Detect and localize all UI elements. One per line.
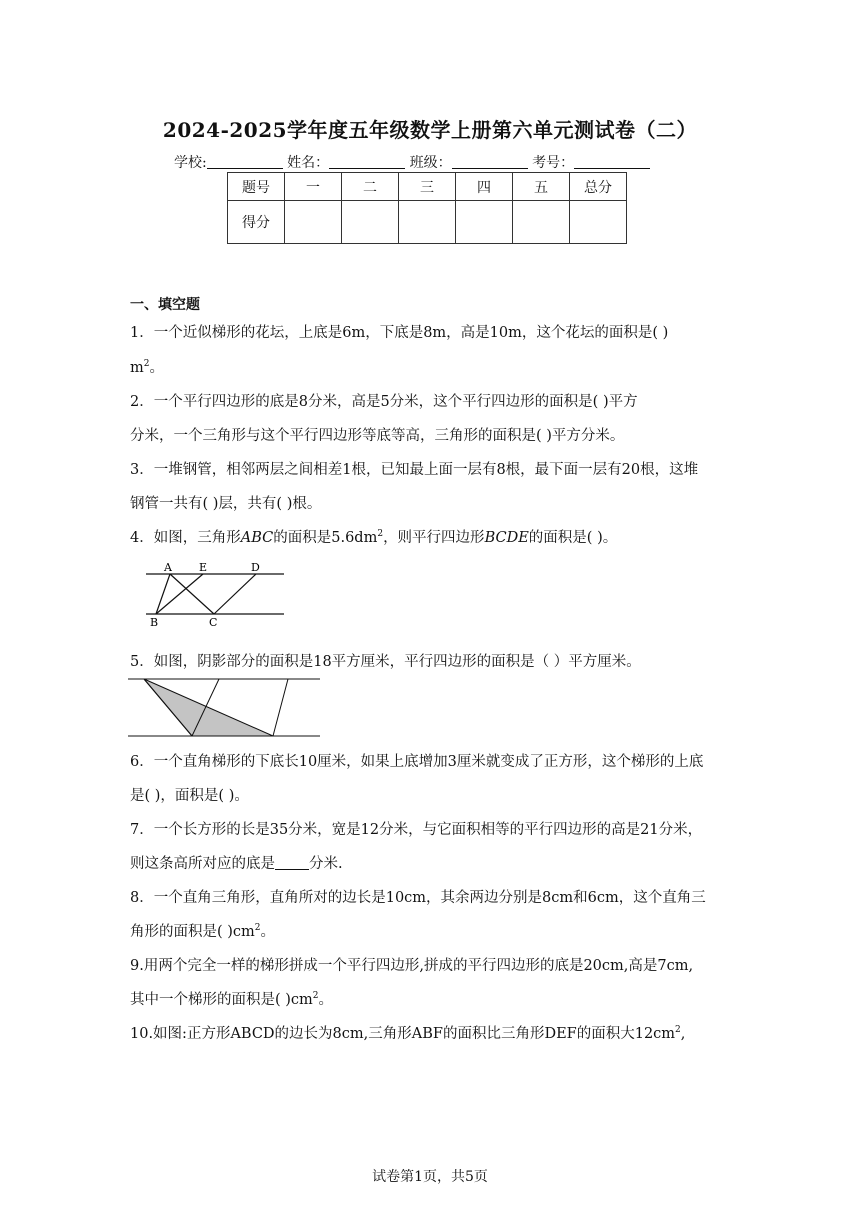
punct: 。	[149, 360, 164, 376]
q4-text: 的面积是( )。	[528, 530, 618, 546]
name-blank[interactable]	[329, 154, 405, 169]
q8-text: 角形的面积是( )cm	[130, 924, 255, 940]
label-a: A	[164, 561, 172, 574]
label-d: D	[251, 561, 260, 574]
school-label: 学校:	[174, 155, 207, 171]
question-2-line-2: 分米，一个三角形与这个平行四边形等底等高，三角形的面积是( )平方分米。	[130, 428, 625, 444]
question-6-line-2: 是( )，面积是( )。	[130, 788, 249, 804]
question-7-line-1: 7．一个长方形的长是35分米，宽是12分米，与它面积相等的平行四边形的高是21分米，	[130, 822, 703, 838]
score-cell[interactable]	[285, 201, 342, 244]
class-blank[interactable]	[452, 154, 528, 169]
class-label: 班级：	[409, 155, 452, 171]
q7-text: 分米.	[309, 856, 343, 872]
score-header-row	[228, 173, 627, 201]
q4-text: ，则平行四边形	[383, 530, 485, 546]
question-9-line-1: 9.用两个完全一样的梯形拼成一个平行四边形,拼成的平行四边形的底是20cm,高是7cm,	[130, 958, 694, 974]
q7-blank[interactable]	[275, 855, 309, 870]
page-title: 2024-2025学年度五年级数学上册第六单元测试卷（二）	[162, 118, 698, 142]
punct: 。	[318, 992, 334, 1008]
question-7-line-2	[130, 852, 343, 873]
q9-text: 其中一个梯形的面积是( )cm	[130, 992, 313, 1008]
superscript: 2	[377, 529, 384, 540]
question-2-line-1: 2．一个平行四边形的底是8分米，高是5分米，这个平行四边形的面积是( )平方	[130, 394, 638, 410]
q4-text: 4．如图，三角形	[130, 530, 241, 546]
score-cell[interactable]	[342, 201, 399, 244]
header-cell: 五	[513, 173, 570, 201]
question-6-line-1: 6．一个直角梯形的下底长10厘米，如果上底增加3厘米就变成了正方形，这个梯形的上底	[130, 754, 704, 770]
score-cell[interactable]	[570, 201, 627, 244]
score-cell[interactable]	[456, 201, 513, 244]
question-9-line-2	[130, 988, 333, 1009]
page-footer: 试卷第1页，共5页	[372, 1169, 488, 1185]
score-cell[interactable]	[399, 201, 456, 244]
q4-bcde: BCDE	[484, 530, 529, 546]
question-8-line-1: 8．一个直角三角形，直角所对的边长是10cm，其余两边分别是8cm和6cm，这个直角三	[130, 890, 706, 906]
q4-value: 5.6dm	[331, 530, 378, 546]
superscript: 2	[143, 359, 150, 370]
superscript: 2	[254, 923, 261, 934]
punct: ,	[680, 1026, 686, 1042]
label-e: E	[199, 561, 208, 574]
section-heading: 一、填空题	[130, 297, 200, 313]
header-cell: 一	[285, 173, 342, 201]
name-label: 姓名：	[287, 155, 330, 171]
header-cell: 题号	[228, 173, 285, 201]
q10-text: 10.如图:正方形ABCD的边长为8cm,三角形ABF的面积比三角形DEF的面积大12cm	[130, 1026, 676, 1042]
school-blank[interactable]	[207, 154, 283, 169]
superscript: 2	[675, 1025, 681, 1036]
number-label: 考号：	[532, 155, 575, 171]
label-c: C	[209, 616, 218, 629]
score-cell[interactable]	[513, 201, 570, 244]
figure-5-diagram	[128, 675, 323, 740]
score-value-row	[228, 201, 627, 244]
header-cell: 总分	[570, 173, 627, 201]
question-8-line-2	[130, 920, 275, 941]
question-1-line-2	[130, 356, 164, 377]
header-cell: 三	[399, 173, 456, 201]
question-4-line	[130, 526, 617, 547]
number-blank[interactable]	[574, 154, 650, 169]
punct: 。	[260, 924, 276, 940]
question-10-line-1	[130, 1022, 685, 1043]
header-cell: 二	[342, 173, 399, 201]
question-1-line-1: 1．一个近似梯形的花坛，上底是6m，下底是8m，高是10m，这个花坛的面积是( )	[130, 325, 669, 341]
score-table	[227, 172, 627, 244]
question-3-line-2: 钢管一共有( )层，共有( )根。	[130, 496, 322, 512]
q7-text: 则这条高所对应的底是	[130, 856, 275, 872]
figure-4-diagram	[140, 560, 290, 630]
score-row-label: 得分	[228, 201, 285, 244]
question-5-line: 5．如图，阴影部分的面积是18平方厘米，平行四边形的面积是（ ）平方厘米。	[130, 654, 641, 670]
superscript: 2	[312, 991, 319, 1002]
q4-abc: ABC	[240, 530, 274, 546]
student-info-line	[174, 152, 650, 172]
unit-m: m	[130, 360, 144, 376]
q4-text: 的面积是	[273, 530, 332, 546]
header-cell: 四	[456, 173, 513, 201]
label-b: B	[150, 616, 159, 629]
question-3-line-1: 3．一堆钢管，相邻两层之间相差1根，已知最上面一层有8根，最下面一层有20根，这堆	[130, 462, 699, 478]
